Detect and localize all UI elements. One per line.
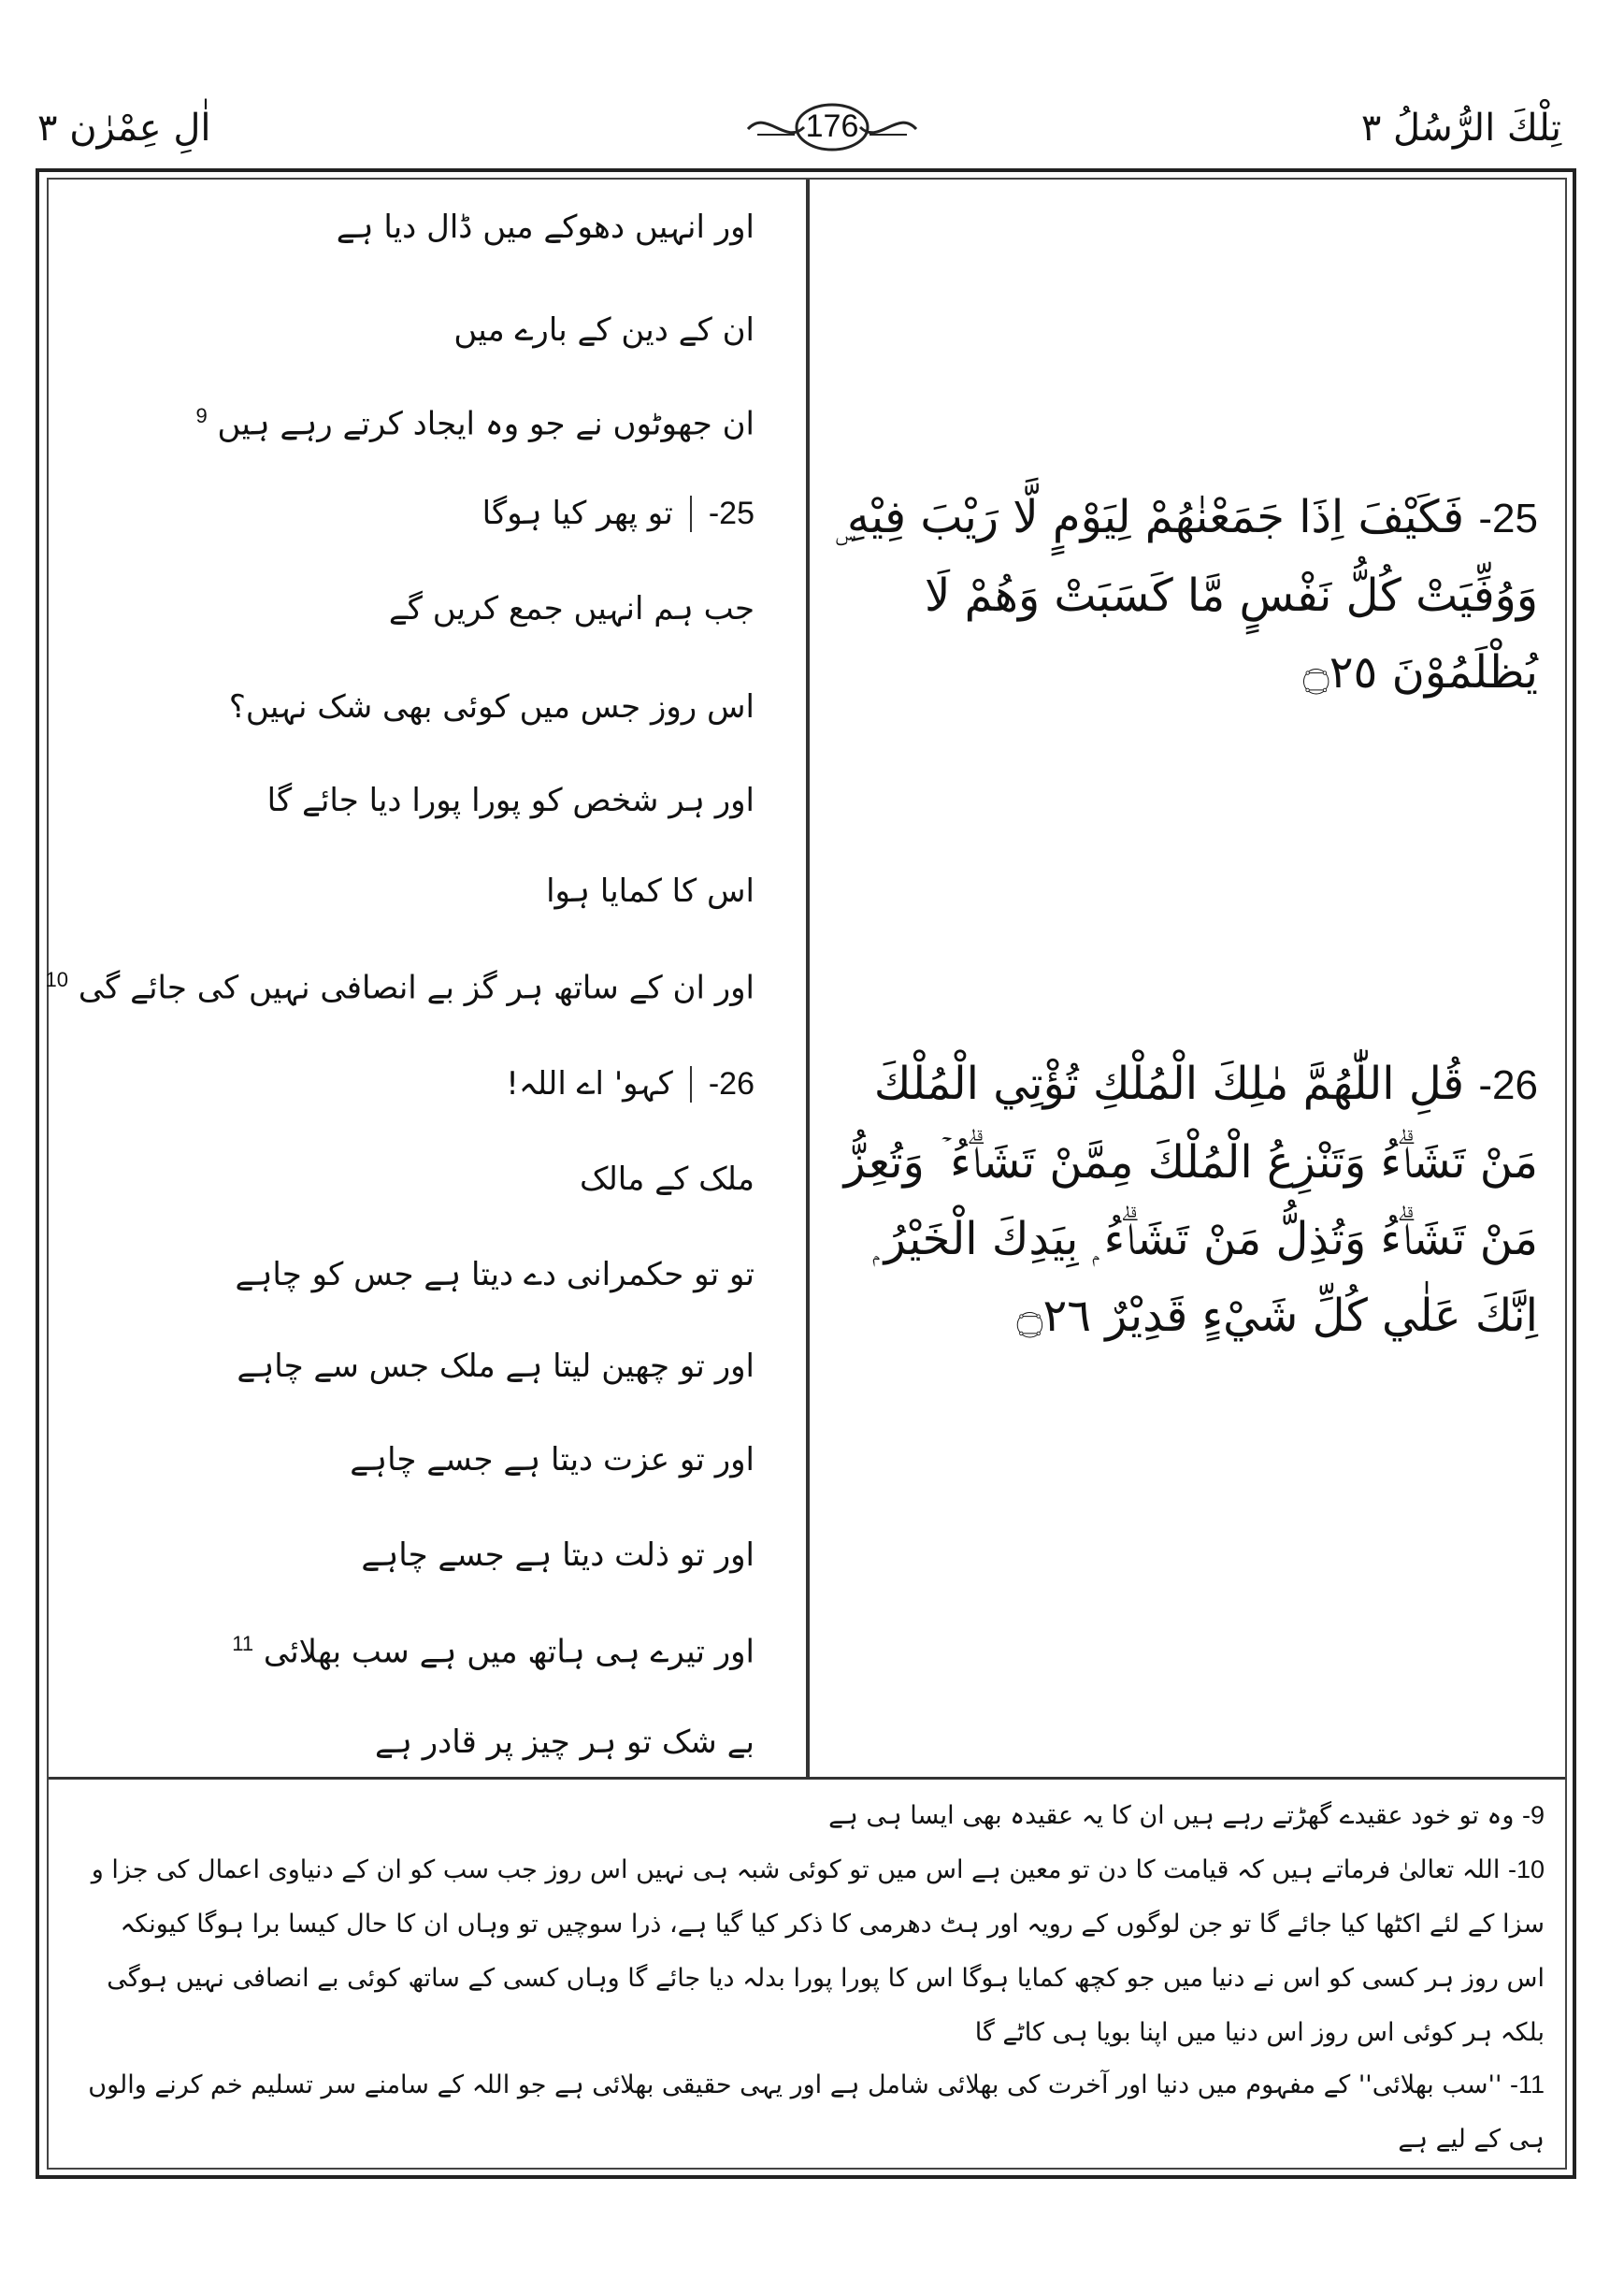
verse-number: 26-: [1478, 1062, 1538, 1108]
footnote-marker: 10: [45, 968, 68, 991]
footnote-number: 9-: [1521, 1801, 1545, 1829]
arabic-verse: [809, 1046, 1538, 1354]
footnote-marker: 11: [232, 1632, 254, 1655]
translation-line: اس کا کمایا ہوا: [546, 872, 755, 910]
footnote-marker: 9: [195, 404, 208, 427]
footnote: [77, 1788, 1545, 1843]
translation-line: ان کے دین کے بارے میں: [453, 311, 755, 349]
verse-text: قُلِ اللّٰهُمَّ مٰلِكَ الْمُلْكِ تُؤْتِي الْمُلْكَ مَنْ تَشَاۗءُ وَتَنْزِعُ الْمُلْكَ مِمَّنْ تَشَاۗءُ ۡ وَتُعِزُّ مَنْ تَشَاۗءُ وَتُذِلُّ مَنْ تَشَاۗءُ ۭ بِيَدِكَ الْخَيْرُ ۭ اِنَّكَ عَلٰي كُلِّ شَيْءٍ قَدِيْرٌ ۝٢٦: [843, 1058, 1538, 1342]
footnote: [77, 2057, 1545, 2167]
translation-line: ان جھوٹوں نے جو وہ ایجاد کرتے رہے ہیں $^9$: [195, 404, 755, 443]
translation-line: ملک کے مالک: [580, 1161, 755, 1198]
translation-line: اور ہر شخص کو پورا پورا دیا جائے گا: [266, 782, 755, 819]
translation-line: اور تو عزت دیتا ہے جسے چاہے: [350, 1441, 755, 1478]
footnote: [77, 1842, 1545, 2060]
surah-title: اٰلِ عِمْرٰن ٣: [37, 107, 211, 150]
page-header: [37, 94, 1589, 168]
translation-line: اور تیرے ہی ہاتھ میں ہے سب بھلائی $^{11}$: [232, 1632, 755, 1671]
page-number: 176: [805, 108, 859, 144]
translation-line: 25-تو پھر کیا ہوگا: [481, 495, 755, 532]
translation-line: بے شک تو ہر چیز پر قادر ہے: [375, 1723, 755, 1761]
footnote-number: 11-: [1509, 2070, 1545, 2098]
translation-line: اور تو چھین لیتا ہے ملک جس سے چاہے: [237, 1348, 755, 1385]
column-divider: [806, 180, 810, 1779]
translation-line: 26-کہو' اے اللہ!: [506, 1065, 755, 1103]
translation-line: تو تو حکمرانی دے دیتا ہے جس کو چاہے: [235, 1256, 755, 1293]
verse-number: 25-: [1478, 496, 1538, 541]
verse-number: 25-: [690, 496, 755, 532]
footnote-text: اللہ تعالیٰ فرماتے ہیں کہ قیامت کا دن تو معین ہے اس میں تو کوئی شبہ ہی نہیں اس روز جب سب کو ان کے دنیاوی اعمال کی جزا و سزا کے لئے اکٹھا کیا جائے گا تو جن لوگوں کے رویہ اور ہٹ دھرمی کا ذکر کیا گیا ہے، ذرا سوچیں تو وہاں ان کا حال کیسا برا ہوگا کیونکہ اس روز ہر کسی کو اس نے دنیا میں جو کچھ کمایا ہوگا اس کا پورا پورا بدلہ دیا جائے گا وہاں کسی کے ساتھ کوئی بے انصافی نہیں ہوگی بلکہ ہر کوئی اس روز اس دنیا میں اپنا بویا ہی کاٹے گا: [91, 1855, 1545, 2047]
footnote-number: 10-: [1507, 1855, 1545, 1883]
verse-number: 26-: [690, 1066, 755, 1103]
translation-line: اس روز جس میں کوئی بھی شک نہیں؟: [228, 688, 755, 726]
page-number-ornament: [739, 99, 926, 155]
juz-title: تِلْكَ الرُّسُلُ ٣: [1360, 107, 1561, 150]
translation-line: اور تو ذلت دیتا ہے جسے چاہے: [361, 1536, 755, 1574]
translation-line: اور انہیں دھوکے میں ڈال دیا ہے: [336, 209, 755, 246]
arabic-verse: [809, 479, 1538, 711]
footnote-text: وہ تو خود عقیدے گھڑتے رہے ہیں ان کا یہ عقیدہ بھی ایسا ہی ہے: [828, 1801, 1515, 1830]
translation-line: اور ان کے ساتھ ہر گز بے انصافی نہیں کی جائے گی $^{10}$: [45, 968, 755, 1007]
verse-text: فَكَيْفَ اِذَا جَمَعْنٰهُمْ لِيَوْمٍ لَّا رَيْبَ فِيْهِ ۣ وَوُفِّيَتْ كُلُّ نَفْسٍ مَّا كَسَبَتْ وَھُمْ لَا يُظْلَمُوْنَ ۝٢٥: [835, 491, 1538, 699]
footnote-text: ''سب بھلائی'' کے مفہوم میں دنیا اور آخرت کی بھلائی شامل ہے اور یہی حقیقی بھلائی ہے جو اللہ کے سامنے سر تسلیم خم کرنے والوں ہی کے لیے ہے: [88, 2070, 1545, 2154]
translation-line: جب ہم انہیں جمع کریں گے: [388, 590, 755, 627]
footnotes-divider: [49, 1777, 1565, 1780]
